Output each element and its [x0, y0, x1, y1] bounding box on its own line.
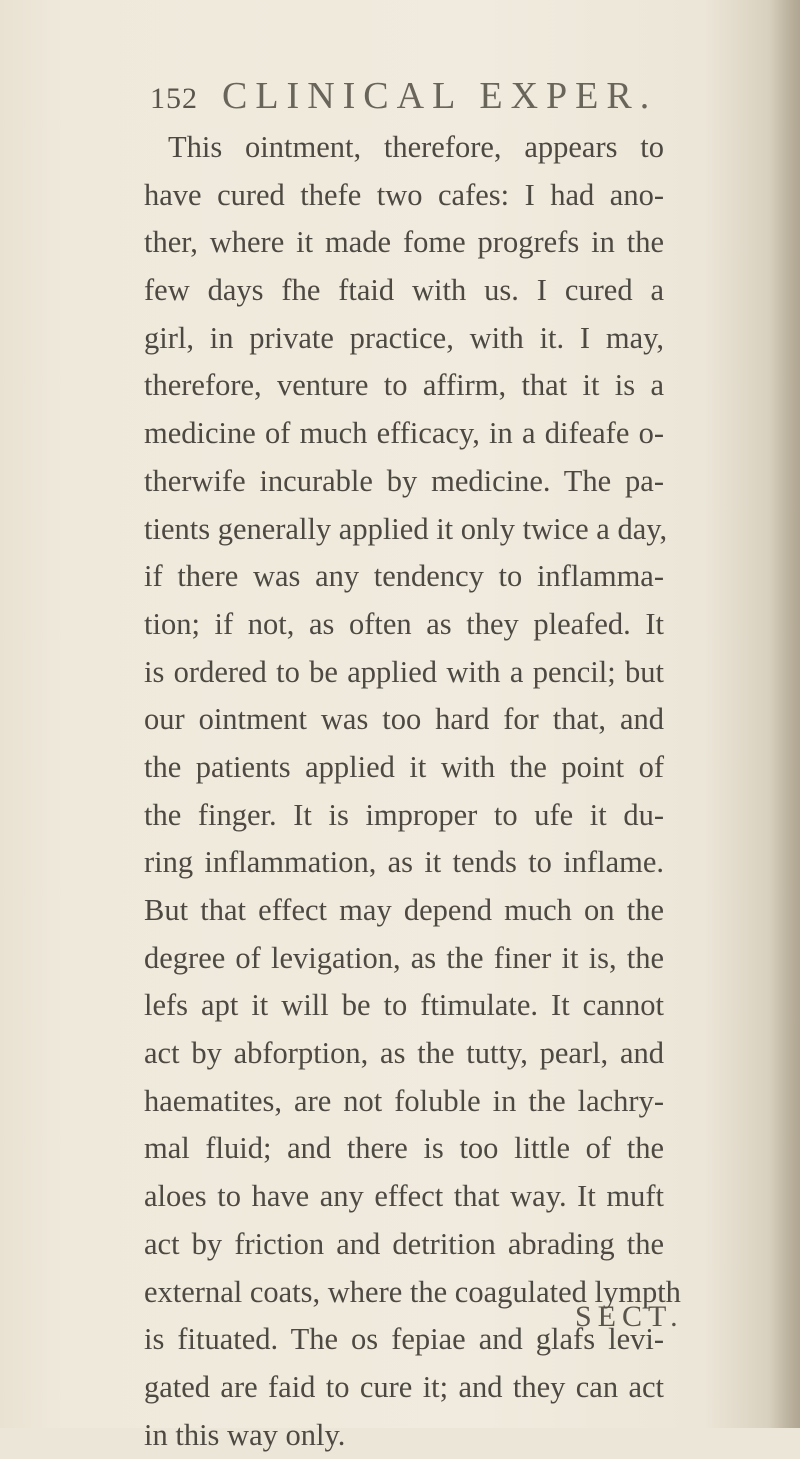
text-line: gated are faid to cure it; and they can act	[144, 1369, 664, 1404]
text-line: our ointment was too hard for that, and	[144, 702, 664, 737]
text-line: external coats, where the coagulated lympth	[144, 1274, 681, 1309]
page-number: 152	[150, 82, 198, 115]
text-line: if there was any tendency to inflamma-	[144, 559, 664, 594]
text-line: act by abforption, as the tutty, pearl, and	[144, 1036, 664, 1071]
text-line: is fituated. The os fepiae and glafs levi-	[144, 1322, 664, 1357]
text-line: have cured thefe two cafes: I had ano-	[144, 177, 664, 212]
text-line: therwife incurable by medicine. The pa-	[144, 463, 664, 498]
text-line: therefore, venture to affirm, that it is a	[144, 368, 664, 403]
text-line: haematites, are not foluble in the lachry-	[144, 1083, 664, 1118]
text-line: medicine of much efficacy, in a difeafe o-	[144, 416, 664, 451]
text-line: degree of levigation, as the finer it is, the	[144, 940, 664, 975]
text-line: act by friction and detrition abrading the	[144, 1226, 664, 1261]
text-line: few days fhe ftaid with us. I cured a	[144, 273, 664, 308]
body-text	[144, 124, 681, 1459]
text-line: mal fluid; and there is too little of the	[144, 1131, 664, 1166]
running-head: CLINICAL EXPER.	[222, 75, 658, 117]
text-line: in this way only.	[144, 1417, 346, 1452]
text-line: lefs apt it will be to ftimulate. It cannot	[144, 988, 664, 1023]
text-line: the finger. It is improper to ufe it du-	[144, 797, 664, 832]
text-line: girl, in private practice, with it. I may,	[144, 320, 664, 355]
text-line: aloes to have any effect that way. It muft	[144, 1179, 664, 1214]
catchword: SECT.	[575, 1300, 684, 1333]
text-line: But that effect may depend much on the	[144, 893, 664, 927]
page-edge-shadow	[770, 0, 800, 1428]
text-line: ring inflammation, as it tends to inflame.	[144, 845, 664, 880]
text-line: is ordered to be applied with a pencil; but	[144, 654, 664, 689]
text-line: tion; if not, as often as they pleafed. It	[144, 606, 664, 641]
text-line: This ointment, therefore, appears to	[168, 130, 664, 164]
page-header	[150, 74, 710, 118]
text-line: ther, where it made fome progrefs in the	[144, 225, 664, 260]
text-line: the patients applied it with the point of	[144, 749, 664, 784]
text-line: tients generally applied it only twice a day,	[144, 511, 668, 546]
